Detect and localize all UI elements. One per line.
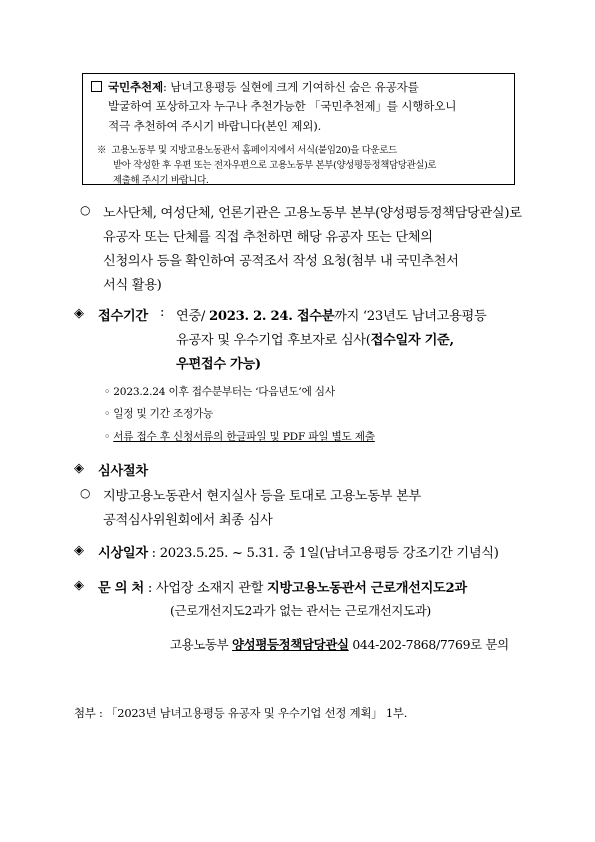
reception-label: 접수기간 [98, 309, 148, 324]
inquiry-bullet-icon: ◈ [74, 578, 84, 593]
reception-item-3-text: 서류 접수 후 신청서류의 한글파일 및 PDF 파일 별도 제출 [113, 431, 375, 443]
inquiry-office: 지방고용노동관서 근로개선지도2과 [267, 581, 467, 596]
nomination-note-1 [97, 142, 397, 156]
reception-item-2 [104, 406, 213, 421]
nomination-line-3: 적극 추천하여 주시기 바랍니다(본인 제외). [108, 119, 322, 133]
award-label: 시상일자 [98, 546, 148, 561]
award-line [98, 542, 499, 561]
reception-line-2-a: 유공자 및 우수기업 후보자로 심사( [176, 333, 371, 348]
note-text-1: 고용노동부 및 지방고용노동관서 홈페이지에서 서식(붙임20)을 다운로드 [111, 145, 397, 156]
checkbox-icon [91, 81, 102, 92]
para1-line-2: 유공자 또는 단체를 직접 추천하면 해당 유공자 또는 단체의 [103, 230, 433, 245]
reception-item-1-mark: ◦ [104, 386, 111, 398]
reception-item-3 [104, 429, 375, 444]
inquiry-line-3-a: 고용노동부 [170, 637, 232, 652]
review-bullet-icon: ◈ [74, 461, 84, 476]
reception-colon: : [160, 305, 165, 320]
review-line-1: 지방고용노동관서 현지실사 등을 토대로 고용노동부 본부 [103, 489, 421, 504]
reception-line-2 [176, 329, 454, 348]
nomination-text-1: : 남녀고용평등 실현에 크게 기여하신 숨은 유공자를 [163, 80, 419, 94]
inquiry-line-2: (근로개선지도2과가 없는 관서는 근로개선지도과) [170, 603, 431, 618]
reception-deadline: 2023. 2. 24. 접수분 [208, 309, 335, 324]
reception-line-3: 우편접수 가능) [176, 357, 261, 372]
reception-item-2-text: 일정 및 기간 조정가능 [113, 408, 214, 420]
reception-item-3-mark: ◦ [104, 431, 111, 443]
para1-line-3: 신청의사 등을 확인하여 공적조서 작성 요청(첨부 내 국민추천서 [103, 254, 459, 269]
para1-bullet-icon: ○ [80, 203, 91, 217]
para1-line-4: 서식 활용) [103, 278, 162, 293]
review-label: 심사절차 [98, 464, 148, 479]
nomination-note-3: 제출해 주시기 바랍니다. [113, 175, 209, 186]
reception-bullet-icon: ◈ [74, 306, 84, 321]
inquiry-line-3 [170, 635, 509, 653]
award-bullet-icon: ◈ [74, 543, 84, 558]
reception-item-2-mark: ◦ [104, 408, 111, 420]
nomination-note-2: 받아 작성한 후 우편 또는 전자우편으로 고용노동부 본부(양성평등정책담당관실)로 [113, 160, 437, 171]
inquiry-line-1-a: : 사업장 소재지 관할 [147, 581, 268, 596]
review-sub-bullet-icon: ○ [80, 486, 91, 500]
review-line-2: 공적심사위원회에서 최종 심사 [103, 513, 273, 528]
reception-line-2-b: 접수일자 기준, [370, 333, 454, 348]
inquiry-contact-office: 양성평등정책담당관실 [232, 637, 349, 652]
inquiry-line-3-c: 044-202-7868/7769로 문의 [348, 637, 509, 652]
reception-item-1 [104, 384, 335, 399]
para1-line-1: 노사단체, 여성단체, 언론기관은 고용노동부 본부(양성평등정책담당관실)로 [103, 206, 522, 221]
nomination-line-1 [91, 79, 419, 95]
inquiry-label: 문 의 처 [98, 581, 144, 596]
attachment-text: 첨부 : 「2023년 남녀고용평등 유공자 및 우수기업 선정 계획」 1부. [74, 706, 408, 720]
inquiry-line-1 [98, 577, 467, 596]
reception-line-1-a: 연중/ [176, 309, 206, 324]
reception-line-1-c: 까지 ‘23년도 남녀고용평등 [334, 309, 487, 324]
nomination-line-2: 발굴하여 포상하고자 누구나 추천가능한 「국민추천제」를 시행하오니 [108, 99, 457, 113]
reception-item-1-text: 2023.2.24 이후 접수분부터는 ‘다음년도’에 심사 [113, 386, 335, 398]
nomination-box [82, 73, 515, 185]
note-mark-icon: ※ [97, 145, 107, 156]
award-text: : 2023.5.25. ~ 5.31. 중 1일(남녀고용평등 강조기간 기념식) [151, 546, 499, 561]
reception-line-1 [176, 305, 486, 324]
nomination-label: 국민추천제 [108, 80, 163, 94]
